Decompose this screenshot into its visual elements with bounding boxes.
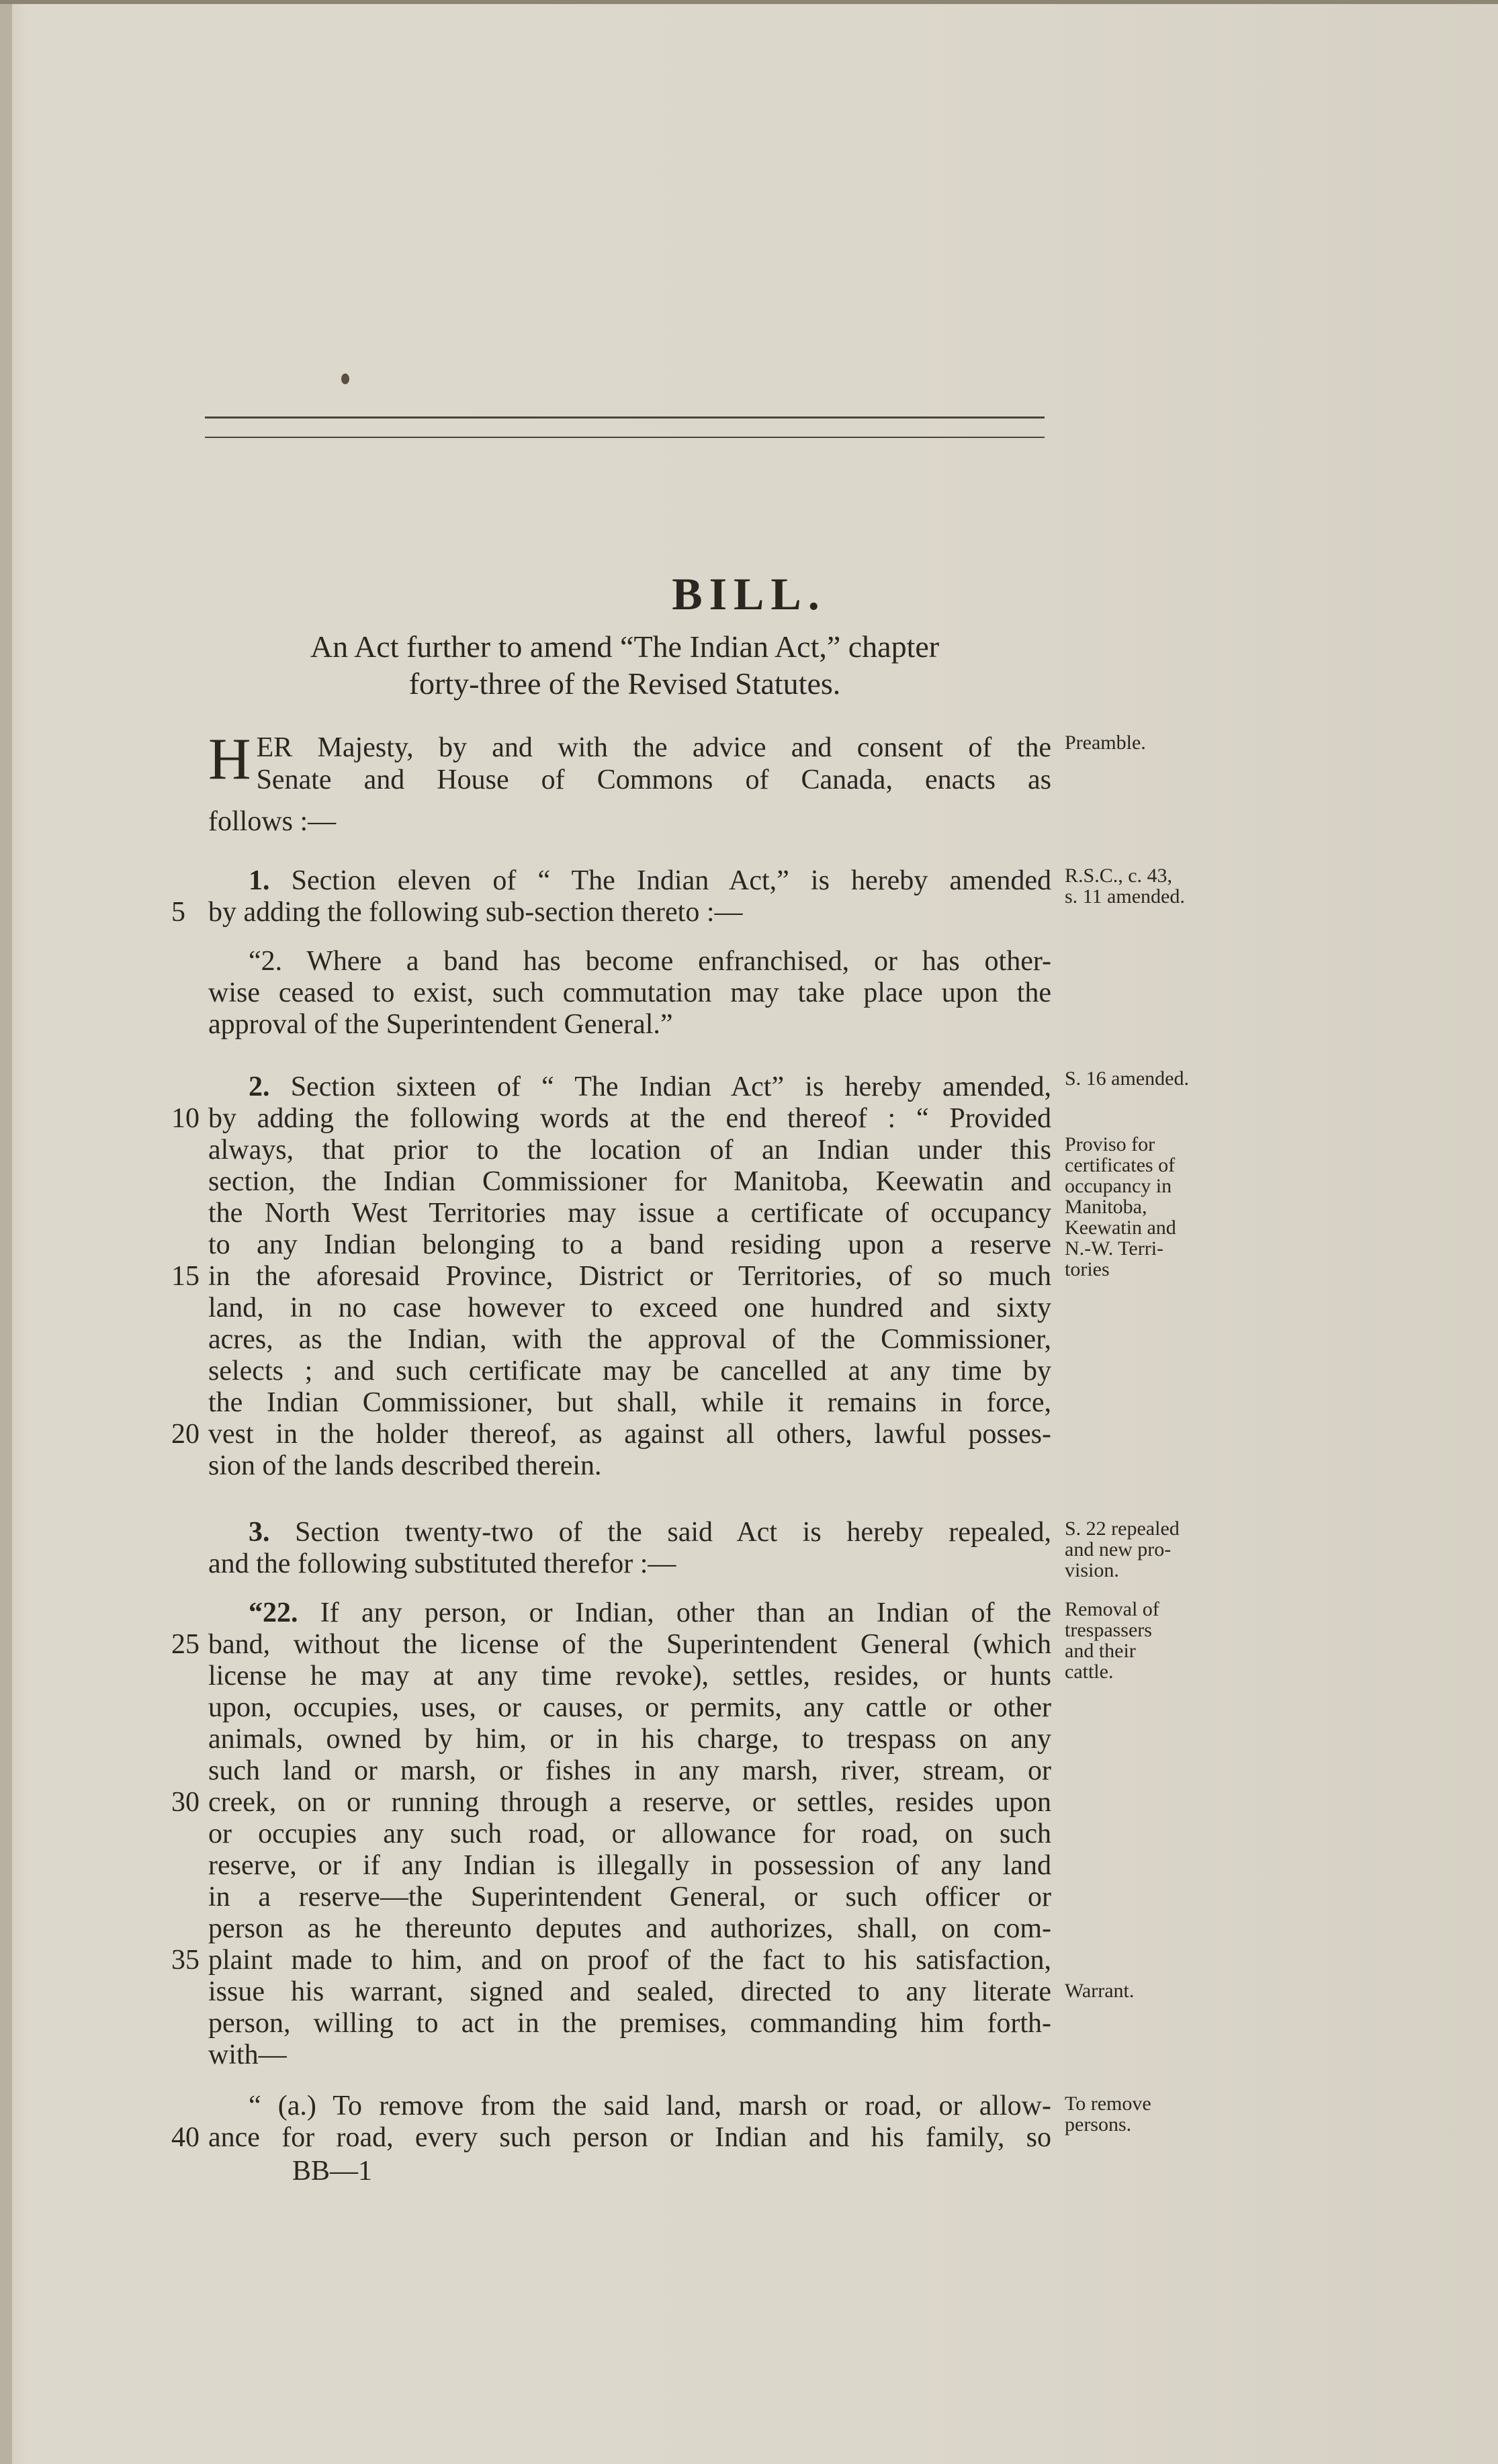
section-2-line-3: always, that prior to the location of an Indian under this	[208, 1135, 1051, 1165]
line-number: 40	[171, 2122, 200, 2153]
section-text: Section eleven of “ The Indian Act,” is hereby amended	[291, 865, 1052, 896]
subtitle-line-2: forty-three of the Revised Statutes.	[408, 666, 841, 701]
margin-note-preamble: Preamble.	[1065, 732, 1146, 754]
margin-note-section-3	[1065, 1518, 1226, 1581]
page-signature: BB—1	[292, 2156, 373, 2187]
preamble-paragraph	[208, 727, 1051, 796]
line-number: 5	[171, 897, 185, 928]
margin-note-remove-persons	[1065, 2093, 1226, 2135]
margin-note-line: N.-W. Terri-	[1065, 1237, 1164, 1260]
line-number: 25	[171, 1629, 200, 1660]
preamble-line-1: ER Majesty, by and with the advice and consent of the	[256, 732, 1051, 763]
margin-note-line: To remove	[1065, 2093, 1151, 2115]
line-number: 30	[171, 1787, 200, 1818]
bill-subtitle	[202, 628, 1048, 702]
line-number: 15	[171, 1261, 200, 1292]
section-2-line-10: selects ; and such certificate may be cancelled at any time by	[208, 1356, 1051, 1387]
margin-note-section-2: S. 16 amended.	[1065, 1067, 1189, 1090]
margin-note-line: trespassers	[1065, 1619, 1152, 1641]
margin-note-line: s. 11 amended.	[1065, 885, 1185, 908]
margin-note-warrant: Warrant.	[1065, 1980, 1135, 2002]
section-2-line-8: land, in no case however to exceed one hundred and sixty	[208, 1292, 1051, 1323]
section-22-line-8: or occupies any such road, or allowance for road, on such	[208, 1818, 1051, 1849]
section-22-line-3: license he may at any time revoke), settles, resides, or hunts	[208, 1661, 1051, 1691]
section-22-line-5: animals, owned by him, or in his charge, to trespass on any	[208, 1724, 1051, 1755]
section-1-line-1	[208, 865, 1051, 897]
bill-title: BILL.	[672, 568, 826, 619]
margin-note-line: occupancy in	[1065, 1175, 1172, 1197]
section-number: 3.	[249, 1517, 270, 1548]
section-22-line-13: issue his warrant, signed and sealed, directed to any literate	[208, 1976, 1051, 2007]
section-22-line-10: in a reserve—the Superintendent General, or such officer or	[208, 1882, 1051, 1912]
section-text: Section twenty-two of the said Act is hereby repealed,	[295, 1517, 1052, 1548]
clause-a-line-2: ance for road, every such person or Indian and his family, so	[208, 2122, 1051, 2153]
margin-note-line: Keewatin and	[1065, 1217, 1176, 1239]
section-text: If any person, or Indian, other than an Indian of the	[320, 1597, 1052, 1628]
margin-note-line: R.S.C., c. 43,	[1065, 865, 1173, 887]
header-rule-bottom	[205, 437, 1045, 438]
margin-note-line: Removal of	[1065, 1598, 1159, 1620]
line-number: 35	[171, 1945, 200, 1976]
section-22-line-1	[208, 1597, 1051, 1630]
section-2-line-9: acres, as the Indian, with the approval of the Commissioner,	[208, 1324, 1051, 1355]
section-2-line-1	[208, 1071, 1051, 1104]
section-2-line-7: in the aforesaid Province, District or Territories, of so much	[208, 1261, 1051, 1292]
margin-note-line: and new pro-	[1065, 1538, 1172, 1560]
margin-note-line: Manitoba,	[1065, 1196, 1147, 1218]
sub-section-line-2: wise ceased to exist, such commutation may take place upon the	[208, 977, 1051, 1008]
drop-cap: H	[208, 727, 251, 792]
margin-note-line: S. 22 repealed	[1065, 1517, 1180, 1540]
section-number: 1.	[249, 865, 270, 896]
margin-note-section-1	[1065, 865, 1226, 907]
section-2-line-12: vest in the holder thereof, as against all others, lawful posses-	[208, 1419, 1051, 1450]
margin-note-proviso	[1065, 1134, 1226, 1280]
section-22-line-12: plaint made to him, and on proof of the fact to his satisfaction,	[208, 1945, 1051, 1976]
section-2-line-13: sion of the lands described therein.	[208, 1450, 602, 1481]
page-top-edge	[0, 0, 1498, 4]
section-number: “22.	[249, 1597, 298, 1628]
line-number: 10	[171, 1103, 200, 1134]
margin-note-line: persons.	[1065, 2113, 1132, 2136]
preamble-line-2: Senate and House of Commons of Canada, enacts as	[256, 764, 1051, 795]
section-22-line-14: person, willing to act in the premises, commanding him forth-	[208, 2008, 1051, 2039]
section-22-line-9: reserve, or if any Indian is illegally in possession of any land	[208, 1850, 1051, 1881]
margin-note-removal	[1065, 1599, 1226, 1682]
section-22-line-15: with—	[208, 2039, 287, 2070]
line-number: 20	[171, 1419, 200, 1450]
ink-spot	[341, 373, 349, 384]
header-rule-top	[205, 416, 1045, 419]
margin-note-line: cattle.	[1065, 1661, 1114, 1683]
sub-section-line-3: approval of the Superintendent General.”	[208, 1009, 673, 1040]
section-2-line-6: to any Indian belonging to a band residing upon a reserve	[208, 1229, 1051, 1260]
clause-a-line-1: “ (a.) To remove from the said land, marsh or road, or allow-	[249, 2091, 1051, 2121]
margin-note-line: tories	[1065, 1258, 1110, 1280]
section-3-line-1	[208, 1517, 1051, 1549]
section-22-line-6: such land or marsh, or fishes in any marsh, river, stream, or	[208, 1755, 1051, 1786]
section-2-line-2: by adding the following words at the end thereof : “ Provided	[208, 1103, 1051, 1134]
section-number: 2.	[249, 1071, 270, 1102]
section-2-line-5: the North West Territories may issue a certificate of occupancy	[208, 1198, 1051, 1229]
section-22-line-11: person as he thereunto deputes and authorizes, shall, on com-	[208, 1913, 1051, 1944]
margin-note-line: and their	[1065, 1640, 1136, 1662]
section-2-line-11: the Indian Commissioner, but shall, while it remains in force,	[208, 1387, 1051, 1418]
section-1-line-2: by adding the following sub-section thereto :—	[208, 897, 743, 928]
section-text: Section sixteen of “ The Indian Act” is hereby amended,	[290, 1071, 1051, 1102]
section-22-line-2: band, without the license of the Superintendent General (which	[208, 1629, 1051, 1660]
margin-note-line: certificates of	[1065, 1154, 1176, 1176]
sub-section-line-1: “2. Where a band has become enfranchised, or has other-	[249, 946, 1051, 977]
margin-note-line: vision.	[1065, 1559, 1119, 1581]
page-binding-edge	[0, 0, 12, 2464]
section-2-line-4: section, the Indian Commissioner for Manitoba, Keewatin and	[208, 1166, 1051, 1197]
section-22-line-7: creek, on or running through a reserve, or settles, resides upon	[208, 1787, 1051, 1818]
section-22-line-4: upon, occupies, uses, or causes, or permits, any cattle or other	[208, 1692, 1051, 1723]
margin-note-line: Proviso for	[1065, 1133, 1155, 1155]
preamble-line-3: follows :—	[208, 806, 337, 837]
section-3-line-2: and the following substituted therefor :—	[208, 1548, 676, 1579]
subtitle-line-1: An Act further to amend “The Indian Act,” chapter	[310, 629, 940, 664]
